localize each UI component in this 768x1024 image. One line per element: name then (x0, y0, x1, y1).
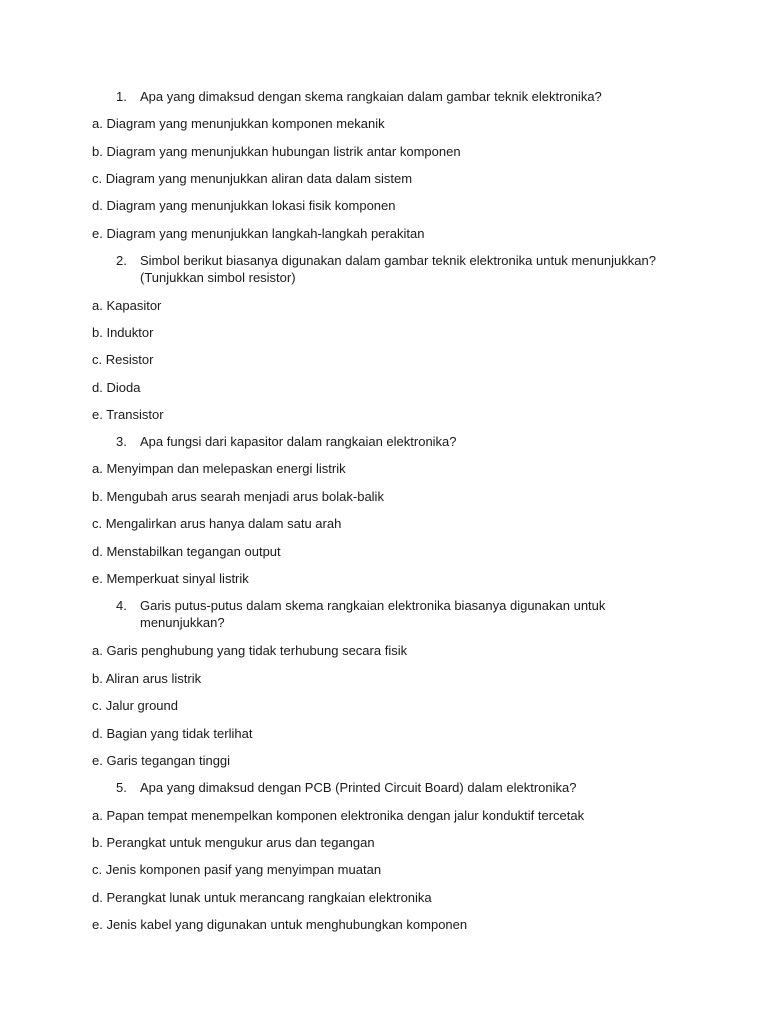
question-number: 1. (116, 89, 127, 104)
question-text: Apa fungsi dari kapasitor dalam rangkaian elektronika? (140, 434, 457, 449)
question-text: Simbol berikut biasanya digunakan dalam gambar teknik elektronika untuk menunjukkan? (Tunjukkan simbol resistor) (140, 253, 656, 285)
question-number: 3. (116, 434, 127, 449)
option-2b: b. Induktor (92, 325, 154, 340)
option-5c: c. Jenis komponen pasif yang menyimpan muatan (92, 862, 382, 877)
option-5d: d. Perangkat lunak untuk merancang rangkaian elektronika (92, 890, 432, 905)
question-5 (116, 779, 676, 796)
option-4d: d. Bagian yang tidak terlihat (92, 726, 253, 741)
option-2c: c. Resistor (92, 352, 154, 367)
option-5e: e. Jenis kabel yang digunakan untuk menghubungkan komponen (92, 917, 468, 932)
question-number: 5. (116, 780, 127, 795)
option-1e: e. Diagram yang menunjukkan langkah-langkah perakitan (92, 226, 425, 241)
option-3c: c. Mengalirkan arus hanya dalam satu arah (92, 516, 342, 531)
option-5b: b. Perangkat untuk mengukur arus dan tegangan (92, 835, 375, 850)
option-4c: c. Jalur ground (92, 698, 178, 713)
option-2d: d. Dioda (92, 380, 141, 395)
question-text: Garis putus-putus dalam skema rangkaian elektronika biasanya digunakan untuk menunjukkan? (140, 598, 606, 630)
question-2 (116, 252, 676, 286)
option-4a: a. Garis penghubung yang tidak terhubung secara fisik (92, 643, 408, 658)
option-4b: b. Aliran arus listrik (92, 671, 202, 686)
option-2e: e. Transistor (92, 407, 164, 422)
option-3e: e. Memperkuat sinyal listrik (92, 571, 249, 586)
question-1 (116, 88, 676, 105)
option-3d: d. Menstabilkan tegangan output (92, 544, 281, 559)
option-3a: a. Menyimpan dan melepaskan energi listrik (92, 461, 346, 476)
question-number: 2. (116, 253, 127, 268)
question-text: Apa yang dimaksud dengan skema rangkaian dalam gambar teknik elektronika? (140, 89, 602, 104)
question-number: 4. (116, 598, 127, 613)
question-3 (116, 433, 676, 450)
question-4 (116, 597, 676, 631)
option-5a: a. Papan tempat menempelkan komponen elektronika dengan jalur konduktif tercetak (92, 808, 585, 823)
option-1b: b. Diagram yang menunjukkan hubungan listrik antar komponen (92, 144, 461, 159)
option-1c: c. Diagram yang menunjukkan aliran data dalam sistem (92, 171, 413, 186)
option-4e: e. Garis tegangan tinggi (92, 753, 231, 768)
option-1a: a. Diagram yang menunjukkan komponen mekanik (92, 116, 385, 131)
option-1d: d. Diagram yang menunjukkan lokasi fisik komponen (92, 198, 396, 213)
option-3b: b. Mengubah arus searah menjadi arus bolak-balik (92, 489, 384, 504)
question-text: Apa yang dimaksud dengan PCB (Printed Circuit Board) dalam elektronika? (140, 780, 577, 795)
option-2a: a. Kapasitor (92, 298, 162, 313)
